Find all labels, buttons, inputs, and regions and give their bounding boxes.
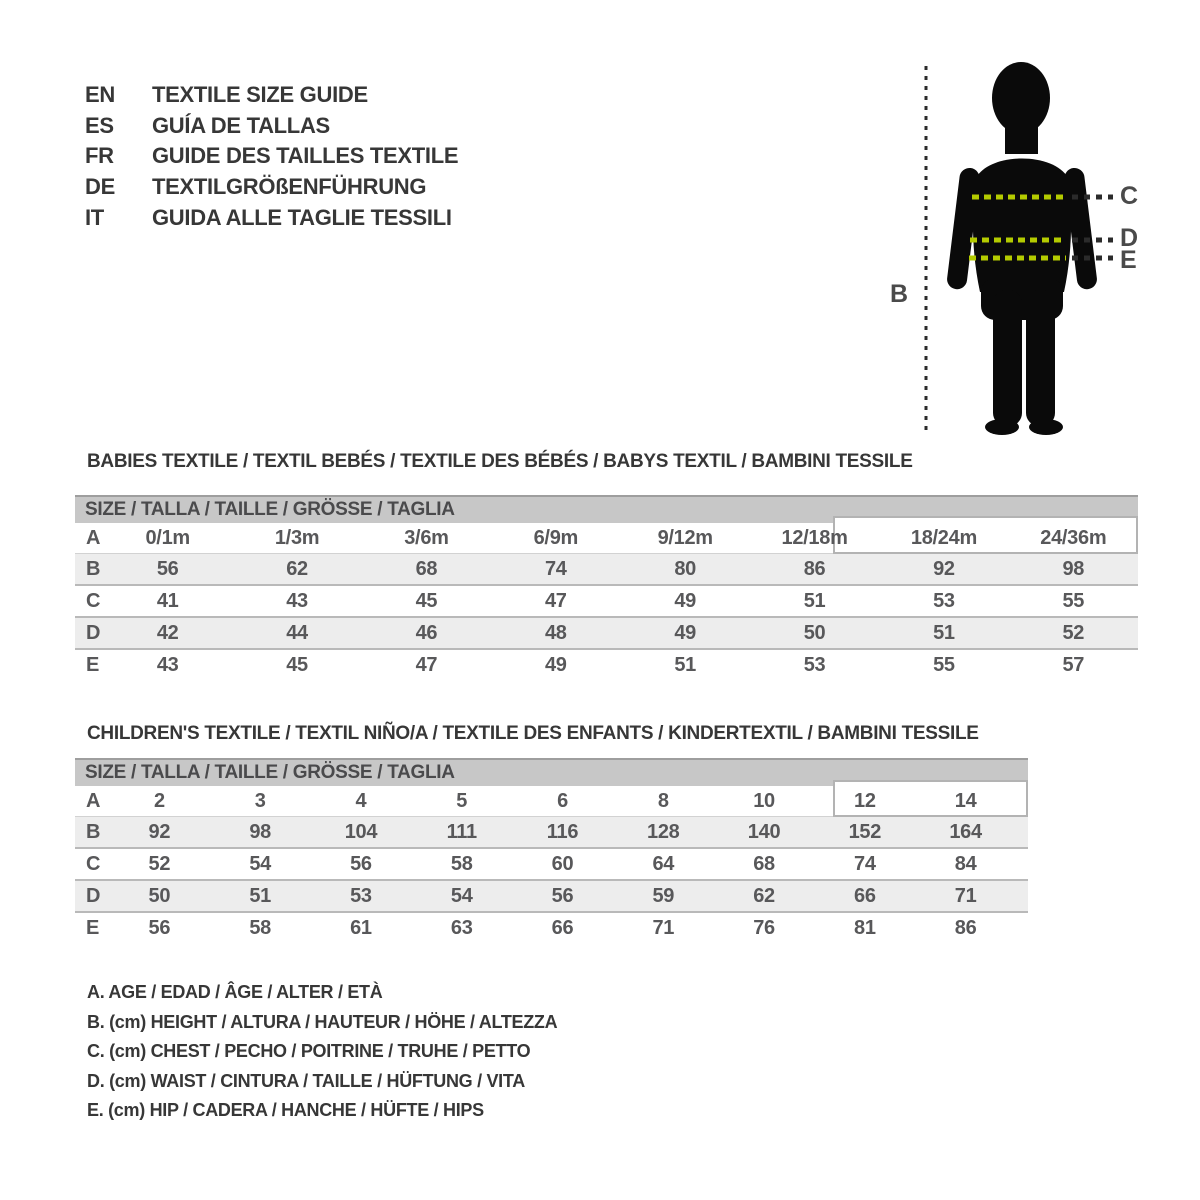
language-code: DE	[85, 174, 115, 200]
babies-cell-e-2: 47	[415, 653, 438, 676]
babies-cell-a-3: 6/9m	[533, 526, 578, 549]
legend-row-d: D. (cm) WAIST / CINTURA / TAILLE / HÜFTUNG / VITA	[87, 1070, 525, 1091]
waist-label: D	[1120, 224, 1138, 252]
babies-cell-a-2: 3/6m	[404, 526, 449, 549]
babies-table-row-b	[75, 554, 1138, 586]
babies-cell-a-0: 0/1m	[145, 526, 190, 549]
babies-cell-b-4: 80	[674, 557, 697, 580]
children-cell-d-3: 54	[450, 884, 473, 907]
children-cell-c-5: 64	[652, 852, 675, 875]
legend-row-c: C. (cm) CHEST / PECHO / POITRINE / TRUHE / PETTO	[87, 1041, 531, 1062]
children-table-row-d	[75, 881, 1028, 913]
children-cell-c-7: 74	[854, 852, 876, 875]
children-table-row-b	[75, 817, 1028, 849]
children-cell-a-4: 6	[557, 789, 568, 812]
row-label: A	[86, 526, 101, 549]
children-cell-c-6: 68	[753, 852, 775, 875]
language-row-de	[85, 172, 458, 203]
babies-cell-d-7: 52	[1062, 621, 1085, 644]
children-size-header-label: SIZE / TALLA / TAILLE / GRÖSSE / TAGLIA	[85, 762, 455, 783]
babies-cell-e-0: 43	[156, 653, 179, 676]
children-cell-b-7: 152	[848, 820, 882, 843]
children-cell-a-3: 5	[456, 789, 468, 812]
babies-cell-d-1: 44	[286, 621, 308, 644]
babies-cell-d-2: 46	[415, 621, 438, 644]
language-guide-title: GUÍA DE TALLAS	[152, 112, 330, 138]
children-cell-b-8: 164	[949, 820, 982, 843]
babies-cell-c-0: 41	[156, 589, 179, 612]
children-cell-c-2: 56	[350, 852, 372, 875]
children-cell-a-1: 3	[254, 789, 266, 812]
height-label: B	[890, 280, 908, 308]
language-row-fr	[85, 141, 458, 172]
legend-row-a: A. AGE / EDAD / ÂGE / ALTER / ETÀ	[87, 982, 383, 1003]
children-cell-e-6: 76	[753, 916, 775, 939]
children-cell-d-0: 50	[148, 884, 171, 907]
row-label: C	[86, 852, 101, 875]
children-cell-b-4: 116	[546, 820, 579, 843]
child-measurement-figure	[850, 40, 1190, 460]
row-label: B	[86, 820, 101, 843]
babies-cell-c-3: 47	[544, 589, 567, 612]
babies-cell-b-6: 92	[933, 557, 955, 580]
babies-cell-e-7: 57	[1062, 653, 1085, 676]
children-table-row-c	[75, 849, 1028, 881]
babies-cell-e-4: 51	[674, 653, 697, 676]
language-guide-title: GUIDA ALLE TAGLIE TESSILI	[152, 204, 452, 230]
children-cell-e-8: 86	[954, 916, 977, 939]
babies-cell-e-5: 53	[803, 653, 826, 676]
children-cell-b-1: 98	[249, 820, 271, 843]
children-cell-e-5: 71	[652, 916, 675, 939]
babies-cell-b-0: 56	[156, 557, 179, 580]
babies-section-title: BABIES TEXTILE / TEXTIL BEBÉS / TEXTILE DES BÉBÉS / BABYS TEXTIL / BAMBINI TESSILE	[87, 451, 913, 472]
babies-cell-d-6: 51	[933, 621, 955, 644]
children-cell-a-5: 8	[657, 789, 669, 812]
babies-cell-c-4: 49	[674, 589, 697, 612]
language-guide-title: TEXTILE SIZE GUIDE	[152, 82, 368, 108]
babies-cell-a-5: 12/18m	[781, 526, 848, 549]
babies-cell-c-7: 55	[1062, 589, 1085, 612]
language-title-list	[85, 80, 458, 233]
children-cell-e-1: 58	[249, 916, 271, 939]
babies-cell-a-1: 1/3m	[274, 526, 320, 549]
babies-cell-c-1: 43	[286, 589, 308, 612]
row-label: A	[86, 789, 101, 812]
babies-cell-e-3: 49	[544, 653, 567, 676]
babies-cell-a-4: 9/12m	[657, 526, 713, 549]
children-size-table	[75, 758, 1028, 943]
children-cell-d-7: 66	[854, 884, 876, 907]
language-code: IT	[85, 204, 104, 230]
babies-table-row-d	[75, 618, 1138, 650]
children-table-body	[75, 786, 1028, 943]
children-table-row-e	[75, 913, 1028, 943]
language-guide-title: TEXTILGRÖßENFÜHRUNG	[152, 174, 427, 200]
language-code: FR	[85, 143, 114, 169]
babies-cell-c-6: 53	[933, 589, 955, 612]
children-cell-a-0: 2	[153, 789, 165, 812]
children-cell-c-3: 58	[450, 852, 473, 875]
children-cell-e-4: 66	[551, 916, 574, 939]
babies-cell-b-2: 68	[415, 557, 438, 580]
language-row-en	[85, 80, 458, 111]
children-cell-e-7: 81	[854, 916, 876, 939]
language-code: EN	[85, 82, 115, 108]
children-cell-e-3: 63	[450, 916, 473, 939]
babies-cell-c-5: 51	[803, 589, 826, 612]
children-cell-b-2: 104	[344, 820, 378, 843]
children-cell-d-2: 53	[350, 884, 372, 907]
children-section-title: CHILDREN'S TEXTILE / TEXTIL NIÑO/A / TEXTILE DES ENFANTS / KINDERTEXTIL / BAMBINI TESSILE	[87, 723, 979, 744]
row-label: D	[86, 884, 101, 907]
legend-row-e: E. (cm) HIP / CADERA / HANCHE / HÜFTE / HIPS	[87, 1100, 484, 1121]
babies-cell-d-4: 49	[674, 621, 697, 644]
babies-size-table	[75, 495, 1138, 680]
babies-table-body	[75, 523, 1138, 680]
children-cell-e-2: 61	[350, 916, 372, 939]
children-cell-c-8: 84	[954, 852, 977, 875]
children-cell-d-4: 56	[551, 884, 574, 907]
children-cell-c-0: 52	[148, 852, 171, 875]
child-silhouette-icon	[850, 40, 1190, 460]
row-label: B	[86, 557, 101, 580]
children-cell-b-6: 140	[747, 820, 781, 843]
babies-cell-e-1: 45	[286, 653, 308, 676]
chest-label: C	[1120, 182, 1138, 210]
babies-cell-b-3: 74	[544, 557, 567, 580]
children-cell-a-6: 10	[753, 789, 775, 812]
babies-table-row-e	[75, 650, 1138, 680]
babies-cell-b-7: 98	[1062, 557, 1085, 580]
children-cell-b-3: 111	[446, 820, 477, 843]
children-cell-d-5: 59	[652, 884, 675, 907]
children-cell-a-8: 14	[954, 789, 977, 812]
row-label: D	[86, 621, 101, 644]
children-cell-d-1: 51	[249, 884, 271, 907]
babies-cell-d-3: 48	[544, 621, 567, 644]
children-cell-d-8: 71	[954, 884, 977, 907]
babies-cell-c-2: 45	[415, 589, 438, 612]
children-cell-c-4: 60	[551, 852, 574, 875]
babies-cell-d-0: 42	[156, 621, 179, 644]
language-row-es	[85, 111, 458, 142]
children-cell-c-1: 54	[249, 852, 271, 875]
children-cell-b-0: 92	[148, 820, 171, 843]
babies-size-header-label: SIZE / TALLA / TAILLE / GRÖSSE / TAGLIA	[85, 499, 455, 520]
children-cell-b-5: 128	[647, 820, 680, 843]
measurement-legend	[87, 978, 557, 1126]
babies-cell-b-5: 86	[803, 557, 826, 580]
babies-cell-b-1: 62	[286, 557, 308, 580]
babies-table-row-a	[75, 523, 1138, 554]
children-cell-e-0: 56	[148, 916, 171, 939]
babies-cell-a-6: 18/24m	[910, 526, 977, 549]
language-guide-title: GUIDE DES TAILLES TEXTILE	[152, 143, 459, 169]
children-table-row-a	[75, 786, 1028, 817]
babies-cell-a-7: 24/36m	[1040, 526, 1107, 549]
children-cell-a-7: 12	[854, 789, 876, 812]
language-row-it	[85, 202, 458, 233]
babies-table-row-c	[75, 586, 1138, 618]
hip-label: E	[1120, 246, 1137, 274]
legend-row-b: B. (cm) HEIGHT / ALTURA / HAUTEUR / HÖHE / ALTEZZA	[87, 1011, 558, 1032]
row-label: E	[86, 653, 100, 676]
row-label: E	[86, 916, 100, 939]
language-code: ES	[85, 112, 114, 138]
babies-cell-e-6: 55	[933, 653, 955, 676]
children-cell-d-6: 62	[753, 884, 775, 907]
babies-cell-d-5: 50	[803, 621, 826, 644]
children-cell-a-2: 4	[355, 789, 367, 812]
row-label: C	[86, 589, 101, 612]
